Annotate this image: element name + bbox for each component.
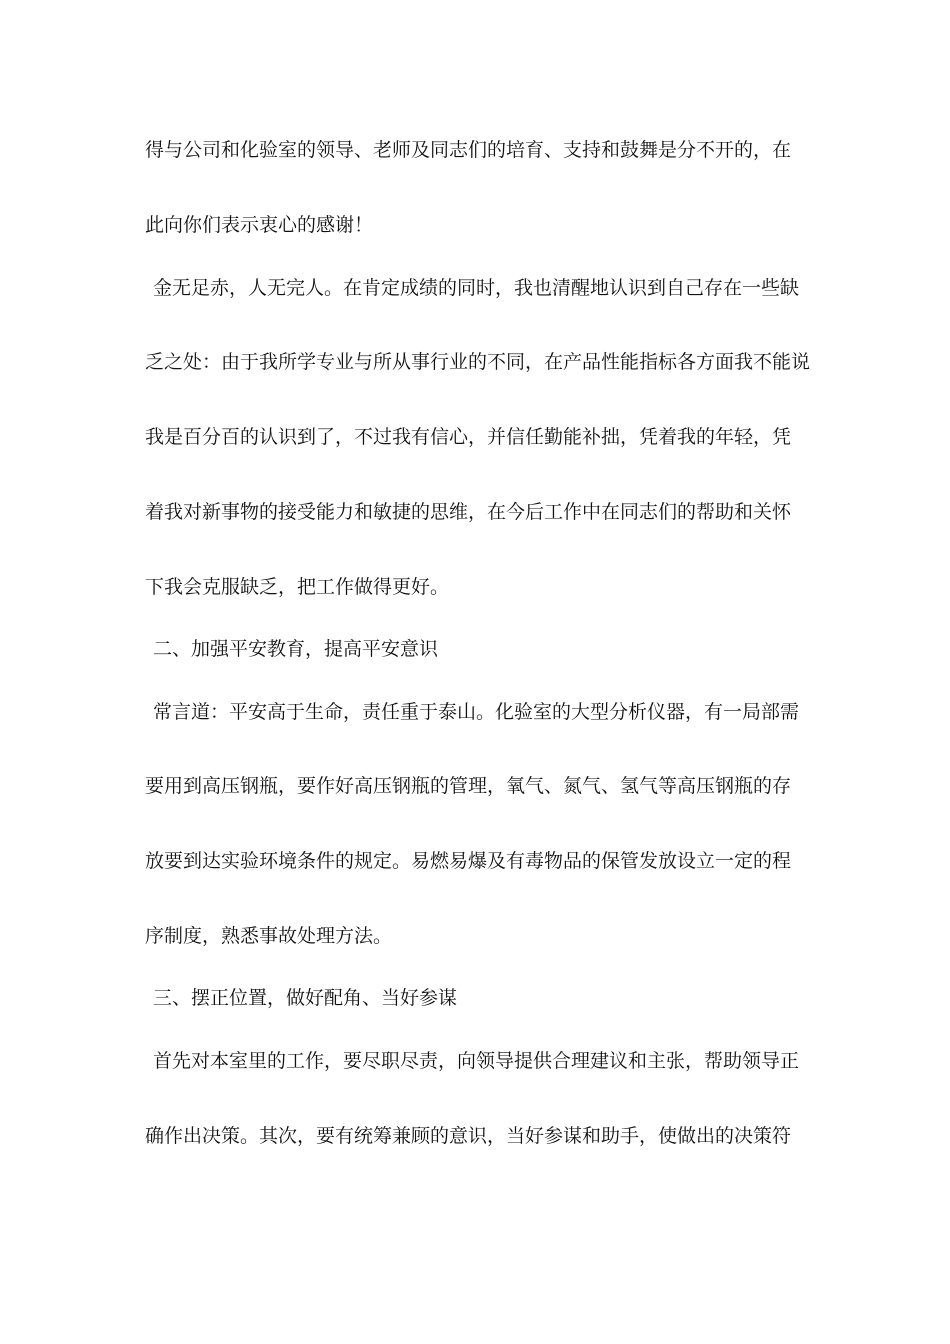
text-line-1: 得与公司和化验室的领导、老师及同志们的培育、支持和鼓舞是分不开的，在 (145, 139, 792, 161)
paragraph-start-line-9: 常言道：平安高于生命，责任重于泰山。化验室的大型分析仪器，有一局部需 (153, 701, 800, 723)
text-line-15: 确作出决策。其次，要有统筹兼顾的意识，当好参谋和助手，使做出的决策符 (145, 1125, 792, 1147)
paragraph-start-line-14: 首先对本室里的工作，要尽职尽责，向领导提供合理建议和主张，帮助领导正 (153, 1050, 800, 1072)
text-line-4: 乏之处：由于我所学专业与所从事行业的不同，在产品性能指标各方面我不能说 (145, 351, 811, 373)
section-heading-3: 三、摆正位置，做好配角、当好参谋 (153, 987, 458, 1009)
text-line-2: 此向你们表示衷心的感谢！ (145, 214, 374, 236)
section-heading-2: 二、加强平安教育，提高平安意识 (153, 638, 439, 660)
text-line-11: 放要到达实验环境条件的规定。易燃易爆及有毒物品的保管发放设立一定的程 (145, 850, 792, 872)
paragraph-start-line-3: 金无足赤，人无完人。在肯定成绩的同时，我也清醒地认识到自己存在一些缺 (153, 277, 800, 299)
text-line-10: 要用到高压钢瓶，要作好高压钢瓶的管理，氧气、氮气、氢气等高压钢瓶的存 (145, 775, 792, 797)
text-line-5: 我是百分百的认识到了，不过我有信心，并信任勤能补拙，凭着我的年轻，凭 (145, 426, 792, 448)
text-line-6: 着我对新事物的接受能力和敏捷的思维，在今后工作中在同志们的帮助和关怀 (145, 501, 792, 523)
text-line-12: 序制度，熟悉事故处理方法。 (145, 925, 393, 947)
text-line-7: 下我会克服缺乏，把工作做得更好。 (145, 576, 450, 598)
